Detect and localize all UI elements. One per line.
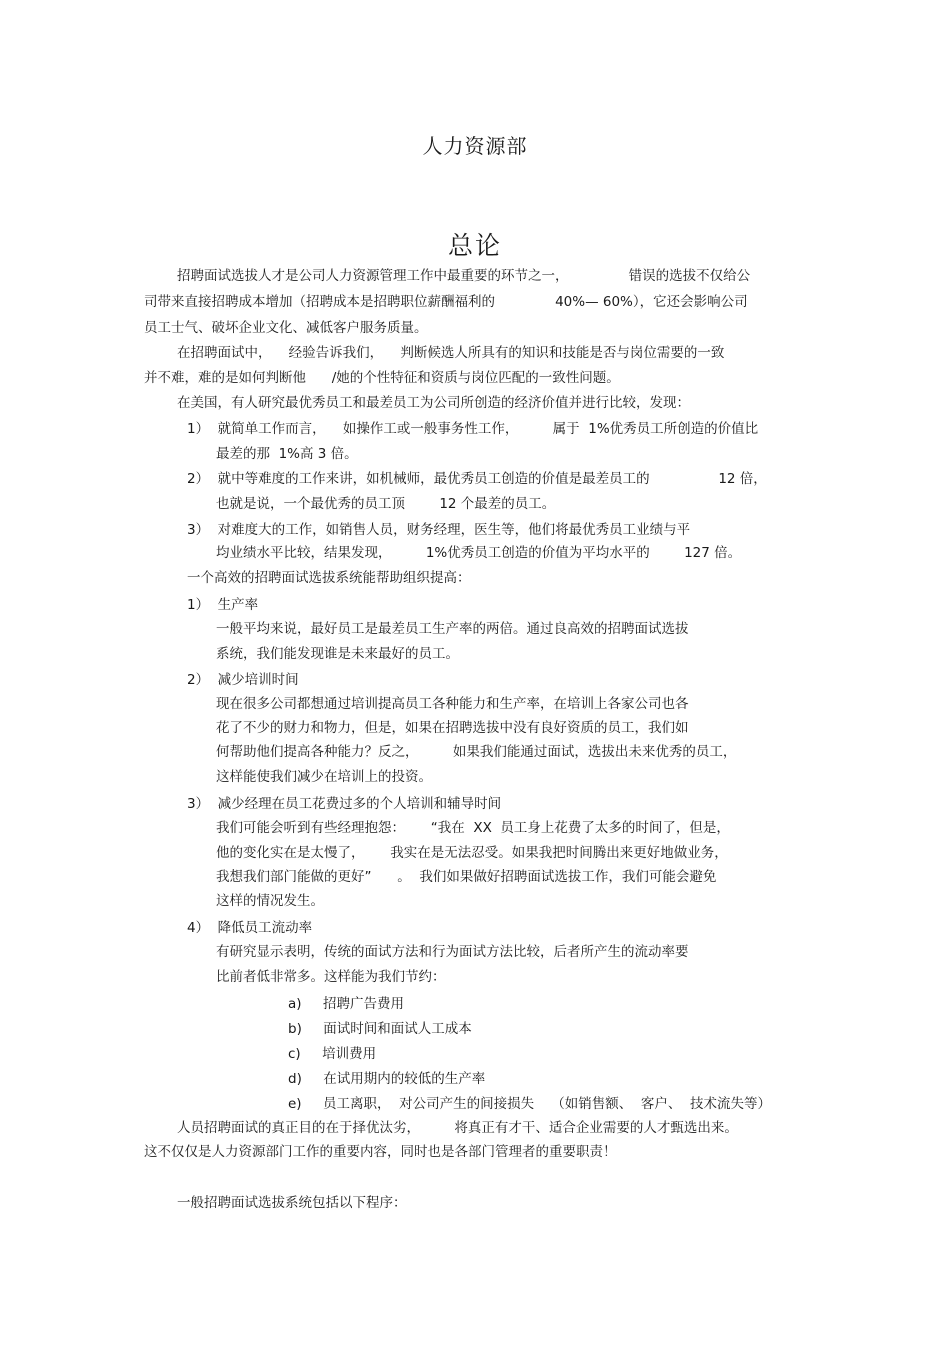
- paragraph-line: 这不仅仅是人力资源部门工作的重要内容，同时也是各部门管理者的重要职责！: [144, 1144, 617, 1160]
- list-item-cont: 现在很多公司都想通过培训提高员工各种能力和生产率，在培训上各家公司也各: [216, 696, 689, 712]
- list-item-cont: 最差的那 1%高 3 倍。: [216, 446, 358, 462]
- paragraph-line: 招聘面试选拔人才是公司人力资源管理工作中最重要的环节之一， 错误的选拔不仅给公: [177, 268, 751, 284]
- list-item-cont: 他的变化实在是太慢了， 我实在是无法忍受。如果我把时间腾出来更好地做业务，: [216, 845, 728, 861]
- list-item-cont: 系统，我们能发现谁是未来最好的员工。: [216, 646, 459, 662]
- paragraph-line: 并不难，难的是如何判断他 /她的个性特征和资质与岗位匹配的一致性问题。: [144, 370, 620, 386]
- paragraph-line: 员工士气、破坏企业文化、减低客户服务质量。: [144, 320, 428, 336]
- list-item-cont: 一般平均来说，最好员工是最差员工生产率的两倍。通过良高效的招聘面试选拔: [216, 621, 689, 637]
- sub-list-item: c) 培训费用: [288, 1046, 377, 1062]
- paragraph-line: 在招聘面试中， 经验告诉我们， 判断候选人所具有的知识和技能是否与岗位需要的一致: [177, 345, 725, 361]
- list-item-cont: 花了不少的财力和物力，但是，如果在招聘选拔中没有良好资质的员工，我们如: [216, 720, 689, 736]
- paragraph-line: 一般招聘面试选拔系统包括以下程序：: [177, 1195, 407, 1211]
- sub-list-item: d) 在试用期内的较低的生产率: [288, 1071, 486, 1087]
- list-item-cont: 比前者低非常多。这样能为我们节约：: [216, 969, 446, 985]
- paragraph-line: 一个高效的招聘面试选拔系统能帮助组织提高：: [187, 570, 471, 586]
- list-item-cont: 这样的情况发生。: [216, 893, 324, 909]
- list-item-cont: 这样能使我们减少在培训上的投资。: [216, 769, 432, 785]
- list-item: 1） 生产率: [187, 597, 259, 613]
- list-item: 2） 减少培训时间: [187, 672, 299, 688]
- section-title: 总论: [447, 231, 502, 260]
- list-item-cont: 均业绩水平比较，结果发现， 1%优秀员工创造的价值为平均水平的 127 倍。: [216, 545, 742, 561]
- sub-list-item: e) 员工离职， 对公司产生的间接损失 （如销售额、 客户、 技术流失等）: [288, 1096, 771, 1112]
- list-item: 1） 就简单工作而言， 如操作工或一般事务性工作， 属于 1%优秀员工所创造的价值比: [187, 421, 759, 437]
- paragraph-line: 在美国，有人研究最优秀员工和最差员工为公司所创造的经济价值并进行比较，发现：: [177, 395, 690, 411]
- paragraph-line: 人员招聘面试的真正目的在于择优汰劣， 将真正有才干、适合企业需要的人才甄选出来。: [177, 1120, 738, 1136]
- list-item: 2） 就中等难度的工作来讲，如机械师，最优秀员工创造的价值是最差员工的 12 倍，: [187, 471, 767, 487]
- list-item-cont: 也就是说，一个最优秀的员工顶 12 个最差的员工。: [216, 496, 556, 512]
- paragraph-line: 司带来直接招聘成本增加（招聘成本是招聘职位薪酬福利的 40%— 60%），它还会影响公司: [144, 294, 748, 310]
- list-item: 4） 降低员工流动率: [187, 920, 313, 936]
- department-heading: 人力资源部: [422, 134, 528, 158]
- list-item: 3） 减少经理在员工花费过多的个人培训和辅导时间: [187, 796, 502, 812]
- list-item-cont: 我想我们部门能做的更好” 。 我们如果做好招聘面试选拔工作，我们可能会避免: [216, 869, 717, 885]
- list-item-cont: 有研究显示表明，传统的面试方法和行为面试方法比较，后者所产生的流动率要: [216, 944, 689, 960]
- list-item-cont: 我们可能会听到有些经理抱怨： “我在 XX 员工身上花费了太多的时间了，但是，: [216, 820, 730, 836]
- list-item: 3） 对难度大的工作，如销售人员，财务经理，医生等，他们将最优秀员工业绩与平: [187, 522, 691, 538]
- list-item-cont: 何帮助他们提高各种能力？反之， 如果我们能通过面试，选拔出未来优秀的员工，: [216, 744, 737, 760]
- sub-list-item: b) 面试时间和面试人工成本: [288, 1021, 472, 1037]
- sub-list-item: a) 招聘广告费用: [288, 996, 404, 1012]
